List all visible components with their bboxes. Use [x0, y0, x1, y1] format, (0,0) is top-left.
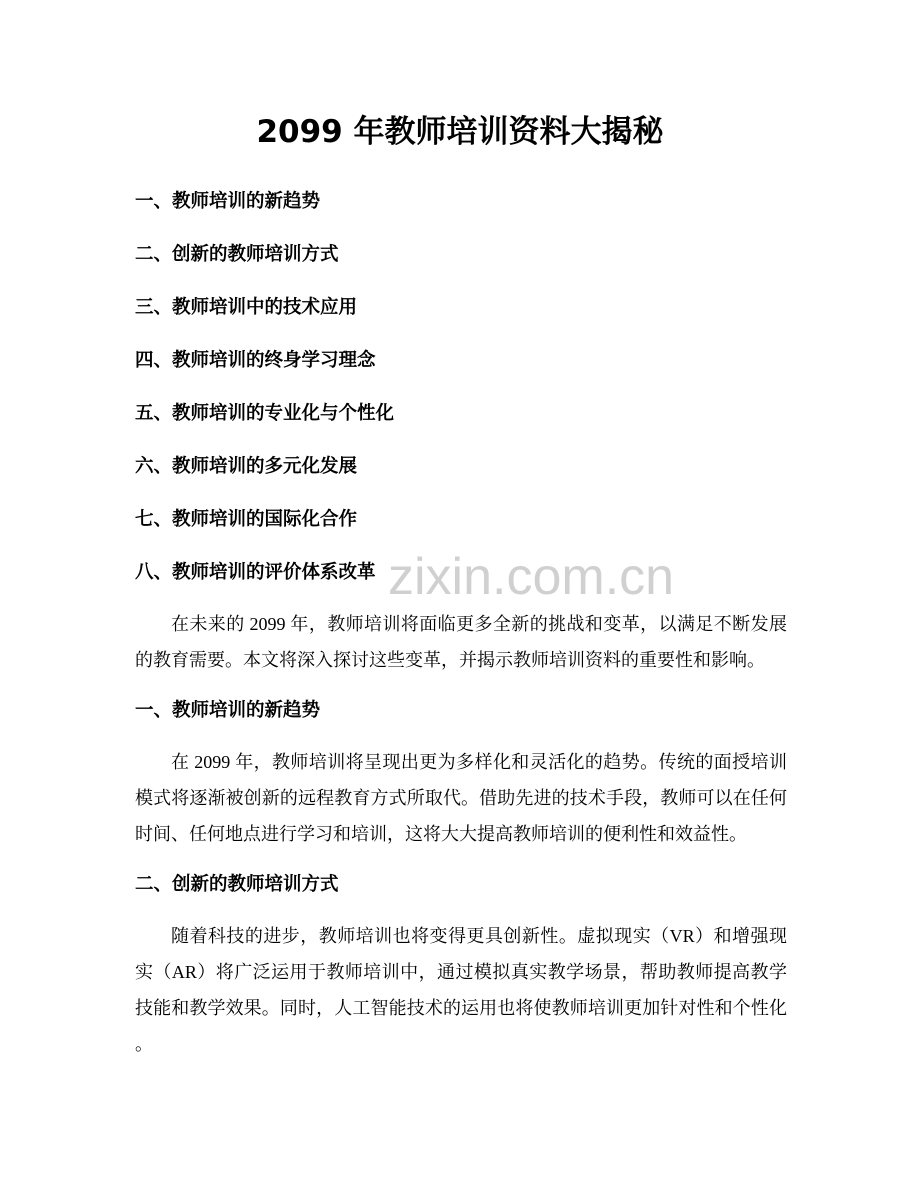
paragraph-line: 随着科技的进步，教师培训也将变得更具创新性。虚拟现实（VR）和增强现	[171, 926, 787, 946]
toc-item: 二、创新的教师培训方式	[135, 243, 339, 265]
section-paragraph	[135, 918, 787, 1062]
toc-item: 七、教师培训的国际化合作	[135, 508, 358, 530]
intro-paragraph	[135, 606, 787, 678]
section-paragraph	[135, 744, 787, 852]
table-of-contents	[135, 175, 787, 599]
toc-item: 八、教师培训的评价体系改革	[135, 561, 376, 583]
document-title: 2099 年教师培训资料大揭秘	[256, 114, 664, 150]
document-body	[135, 175, 787, 1063]
paragraph-line: 在 2099 年，教师培训将呈现出更为多样化和灵活化的趋势。传统的面授培训	[171, 752, 787, 772]
watermark: zixin.com.cn	[388, 548, 675, 606]
toc-item: 三、教师培训中的技术应用	[135, 296, 358, 318]
paragraph-line: 模式将逐渐被创新的远程教育方式所取代。借助先进的技术手段，教师可以在任何	[135, 788, 787, 808]
paragraph-line: 的教育需要。本文将深入探讨这些变革，并揭示教师培训资料的重要性和影响。	[135, 650, 765, 670]
section-innovative-methods	[135, 867, 787, 1062]
paragraph-line: 技能和教学效果。同时，人工智能技术的运用也将使教师培训更加针对性和个性化	[135, 998, 787, 1018]
paragraph-line: 实（AR）将广泛运用于教师培训中，通过模拟真实教学场景，帮助教师提高教学	[135, 962, 787, 982]
paragraph-line: 时间、任何地点进行学习和培训，这将大大提高教师培训的便利性和效益性。	[135, 824, 747, 844]
toc-item: 六、教师培训的多元化发展	[135, 455, 358, 477]
section-heading: 一、教师培训的新趋势	[135, 700, 321, 721]
toc-item: 五、教师培训的专业化与个性化	[135, 402, 395, 424]
toc-item: 一、教师培训的新趋势	[135, 190, 321, 212]
section-new-trends	[135, 693, 787, 852]
section-heading: 二、创新的教师培训方式	[135, 874, 339, 895]
toc-item: 四、教师培训的终身学习理念	[135, 349, 376, 371]
paragraph-line: 。	[135, 1034, 153, 1054]
paragraph-line: 在未来的 2099 年，教师培训将面临更多全新的挑战和变革，以满足不断发展	[171, 614, 787, 634]
